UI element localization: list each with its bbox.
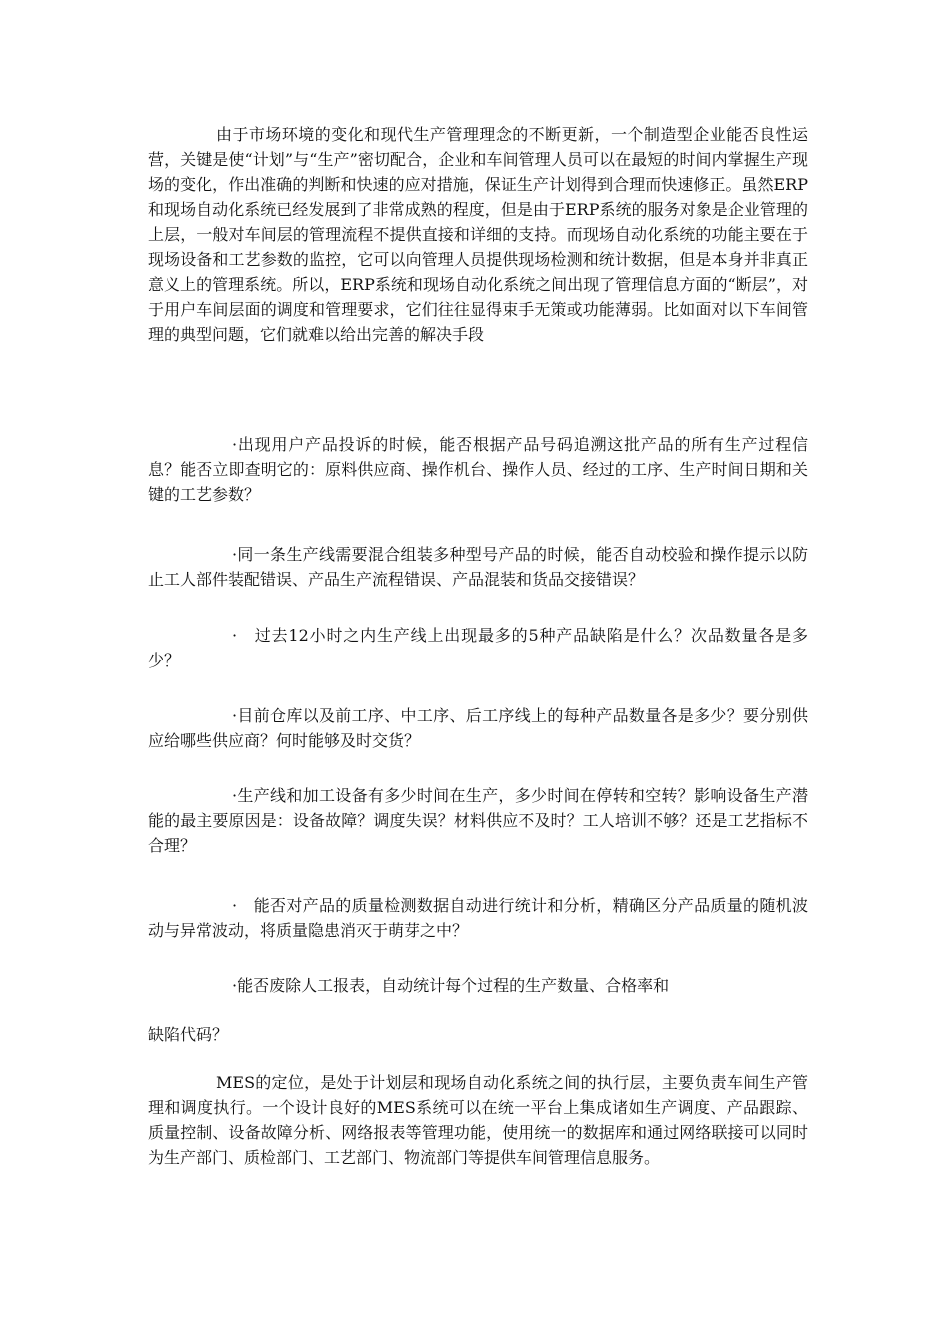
bullet-equipment-utilization: ·生产线和加工设备有多少时间在生产，多少时间在停转和空转？影响设备生产潜能的最主要原因是：设备故障？调度失误？材料供应不及时？工人培训不够？还是工艺指标不合理？ bbox=[148, 786, 808, 855]
bullet-manual-reports-continuation: 缺陷代码？ bbox=[148, 1025, 229, 1044]
bullet-manual-reports: ·能否废除人工报表，自动统计每个过程的生产数量、合格率和 bbox=[232, 976, 670, 995]
bullet-quality-analysis: · 能否对产品的质量检测数据自动进行统计和分析，精确区分产品质量的随机波动与异常波动，将质量隐患消灭于萌芽之中？ bbox=[148, 896, 808, 940]
bullet-inventory: ·目前仓库以及前工序、中工序、后工序线上的每种产品数量各是多少？要分别供应给哪些供应商？何时能够及时交货？ bbox=[148, 706, 808, 750]
bullet-traceability: ·出现用户产品投诉的时候，能否根据产品号码追溯这批产品的所有生产过程信息？能否立即查明它的：原料供应商、操作机台、操作人员、经过的工序、生产时间日期和关键的工艺参数？ bbox=[148, 435, 808, 504]
mes-paragraph: MES的定位，是处于计划层和现场自动化系统之间的执行层，主要负责车间生产管理和调度执行。一个设计良好的MES系统可以在统一平台上集成诸如生产调度、产品跟踪、质量控制、设备故障分析、网络报表等管理功能，使用统一的数据库和通过网络联接可以同时为生产部门、质检部门、工艺部门、物流部门等提供车间管理信息服务。 bbox=[148, 1073, 808, 1167]
intro-paragraph: 由于市场环境的变化和现代生产管理理念的不断更新，一个制造型企业能否良性运营，关键是使“计划”与“生产”密切配合，企业和车间管理人员可以在最短的时间内掌握生产现场的变化，作出准确的判断和快速的应对措施，保证生产计划得到合理而快速修正。虽然ERP和现场自动化系统已经发展到了非常成熟的程度，但是由于ERP系统的服务对象是企业管理的上层，一般对车间层的管理流程不提供直接和详细的支持。而现场自动化系统的功能主要在于现场设备和工艺参数的监控，它可以向管理人员提供现场检测和统计数据，但是本身并非真正意义上的管理系统。所以，ERP系统和现场自动化系统之间出现了管理信息方面的“断层”，对于用户车间层面的调度和管理要求，它们往往显得束手无策或功能薄弱。比如面对以下车间管理的典型问题，它们就难以给出完善的解决手段 bbox=[148, 125, 808, 344]
bullet-defects: · 过去12小时之内生产线上出现最多的5种产品缺陷是什么？次品数量各是多少？ bbox=[148, 626, 808, 670]
bullet-mixed-assembly: ·同一条生产线需要混合组装多种型号产品的时候，能否自动校验和操作提示以防止工人部件装配错误、产品生产流程错误、产品混装和货品交接错误？ bbox=[148, 545, 808, 589]
